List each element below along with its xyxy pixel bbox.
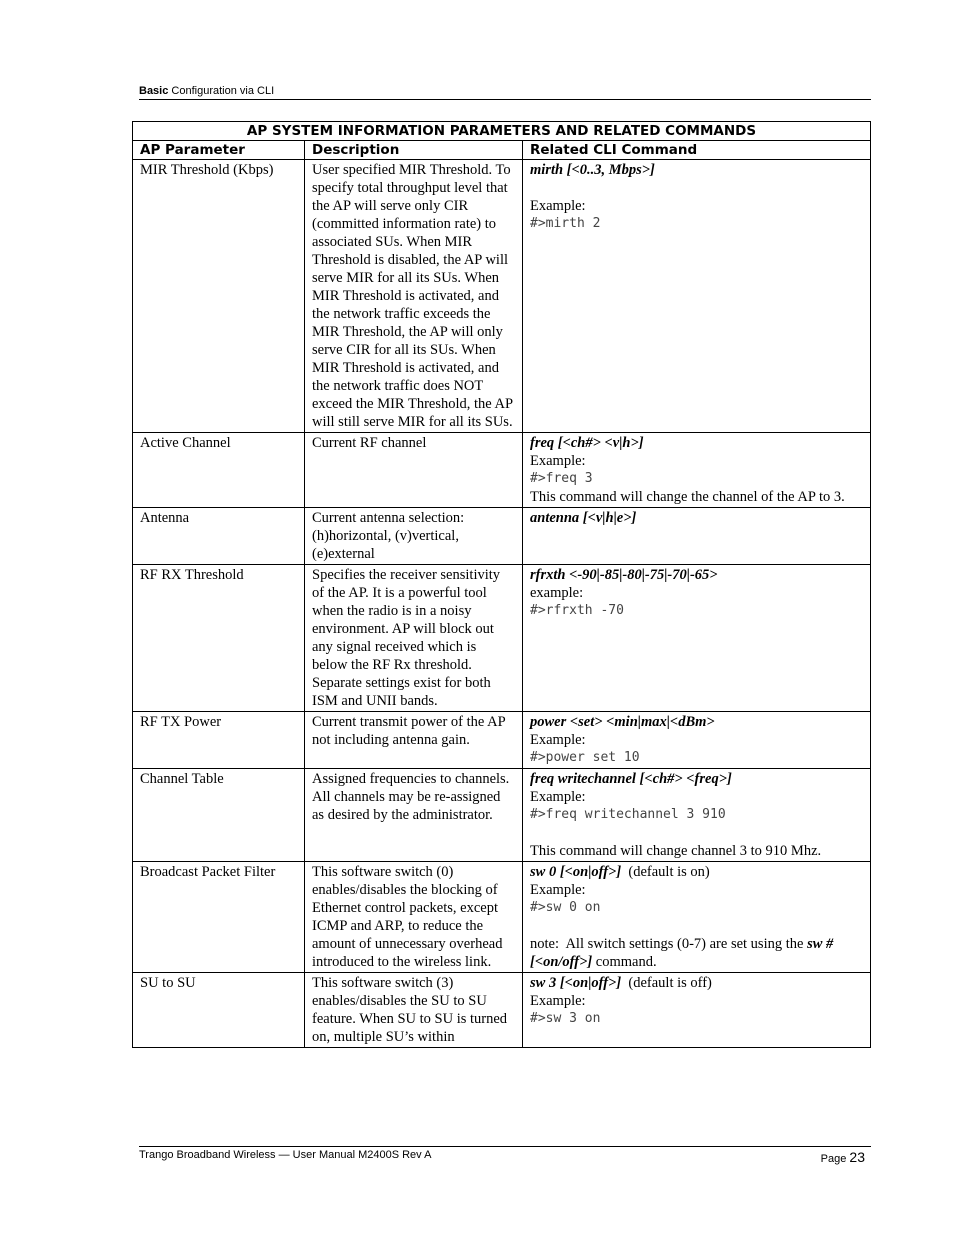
command-default: (default is on) bbox=[621, 864, 710, 880]
command-cell bbox=[523, 769, 871, 862]
table-row bbox=[133, 433, 871, 508]
description-cell: This software switch (0) enables/disables the blocking of Ethernet control packets, except ICMP and ARP, to reduce the amount of unnecessary overhead introduced to the wireless link. bbox=[305, 862, 523, 973]
description-cell: Current antenna selection: (h)horizontal, (v)vertical, (e)external bbox=[305, 508, 523, 565]
example-code: #>mirth 2 bbox=[530, 216, 601, 231]
cli-command: sw 0 [<on|off>] bbox=[530, 864, 622, 880]
param-cell: Antenna bbox=[133, 508, 305, 565]
cli-command: sw 3 [<on|off>] bbox=[530, 975, 622, 991]
command-note: This command will change the channel of the AP to 3. bbox=[530, 489, 845, 505]
description-cell: User specified MIR Threshold. To specify total throughput level that the AP will serve only CIR (committed information rate) to associated SUs. When MIR Threshold is disabled, the AP will serve MIR for all its SUs. When MIR Threshold is activated, and the network traffic exceeds the MIR Threshold, the AP will only serve CIR for all its SUs. When MIR Threshold is activated, and the network traffic does NOT exceed the MIR Threshold, the AP will still serve MIR for all its SUs. bbox=[305, 160, 523, 433]
example-code: #>power set 10 bbox=[530, 750, 640, 765]
table-row bbox=[133, 160, 871, 433]
command-cell bbox=[523, 160, 871, 433]
footer-title: Trango Broadband Wireless — User Manual M2400S Rev A bbox=[139, 1149, 432, 1161]
table-title: AP SYSTEM INFORMATION PARAMETERS AND RELATED COMMANDS bbox=[133, 122, 871, 141]
example-label: Example: bbox=[530, 453, 586, 469]
param-cell: RF RX Threshold bbox=[133, 565, 305, 712]
example-label: Example: bbox=[530, 732, 586, 748]
note-command: sw # [<on/off>] bbox=[530, 936, 834, 970]
example-label: Example: bbox=[530, 882, 586, 898]
description-cell: Current transmit power of the AP not including antenna gain. bbox=[305, 712, 523, 769]
header-bold: Basic bbox=[139, 85, 169, 97]
command-cell bbox=[523, 712, 871, 769]
cli-command: mirth [<0..3, Mbps>] bbox=[530, 162, 655, 178]
param-cell: Channel Table bbox=[133, 769, 305, 862]
parameters-table bbox=[132, 121, 871, 1048]
header-text: Configuration via CLI bbox=[168, 85, 275, 97]
param-cell: SU to SU bbox=[133, 973, 305, 1048]
cli-command: antenna [<v|h|e>] bbox=[530, 510, 637, 526]
command-note: This command will change channel 3 to 910 Mhz. bbox=[530, 843, 822, 859]
table-title-row bbox=[133, 122, 871, 141]
example-label: Example: bbox=[530, 789, 586, 805]
table-row bbox=[133, 712, 871, 769]
param-cell: MIR Threshold (Kbps) bbox=[133, 160, 305, 433]
example-label: Example: bbox=[530, 993, 586, 1009]
command-cell bbox=[523, 433, 871, 508]
column-header-parameter: AP Parameter bbox=[133, 141, 305, 160]
description-cell: Current RF channel bbox=[305, 433, 523, 508]
command-cell bbox=[523, 973, 871, 1048]
example-code: #>sw 0 on bbox=[530, 900, 601, 915]
page-number-value: 23 bbox=[849, 1149, 865, 1165]
param-cell: Broadcast Packet Filter bbox=[133, 862, 305, 973]
example-code: #>freq writechannel 3 910 bbox=[530, 807, 726, 822]
description-cell: This software switch (3) enables/disables the SU to SU feature. When SU to SU is turned on, multiple SU’s within bbox=[305, 973, 523, 1048]
example-code: #>rfrxth -70 bbox=[530, 603, 624, 618]
table-row bbox=[133, 508, 871, 565]
description-cell: Specifies the receiver sensitivity of the AP. It is a powerful tool when the radio is in a noisy environment. AP will block out any signal received which is below the RF Rx threshold. Separate settings exist for both ISM and UNII bands. bbox=[305, 565, 523, 712]
cli-command: rfrxth <-90|-85|-80|-75|-70|-65> bbox=[530, 567, 718, 583]
table-row bbox=[133, 973, 871, 1048]
page-footer bbox=[139, 1146, 871, 1165]
table-header-row bbox=[133, 141, 871, 160]
note-text: note: All switch settings (0-7) are set using the bbox=[530, 936, 808, 952]
example-label: Example: bbox=[530, 198, 586, 214]
description-cell: Assigned frequencies to channels. All channels may be re-assigned as desired by the administrator. bbox=[305, 769, 523, 862]
page-header bbox=[139, 84, 871, 100]
command-default: (default is off) bbox=[621, 975, 712, 991]
cli-command: power <set> <min|max|<dBm> bbox=[530, 714, 715, 730]
note-suffix: command. bbox=[592, 954, 657, 970]
column-header-command: Related CLI Command bbox=[523, 141, 871, 160]
command-note bbox=[530, 935, 863, 971]
command-cell bbox=[523, 862, 871, 973]
table-row bbox=[133, 862, 871, 973]
table-row bbox=[133, 565, 871, 712]
cli-command: freq writechannel [<ch#> <freq>] bbox=[530, 771, 732, 787]
page-label: Page bbox=[820, 1153, 850, 1165]
page-number bbox=[821, 1149, 865, 1165]
example-code: #>freq 3 bbox=[530, 471, 593, 486]
column-header-description: Description bbox=[305, 141, 523, 160]
param-cell: Active Channel bbox=[133, 433, 305, 508]
example-code: #>sw 3 on bbox=[530, 1011, 601, 1026]
example-label: example: bbox=[530, 585, 584, 601]
table-row bbox=[133, 769, 871, 862]
cli-command: freq [<ch#> <v|h>] bbox=[530, 435, 644, 451]
command-cell bbox=[523, 565, 871, 712]
param-cell: RF TX Power bbox=[133, 712, 305, 769]
command-cell bbox=[523, 508, 871, 565]
